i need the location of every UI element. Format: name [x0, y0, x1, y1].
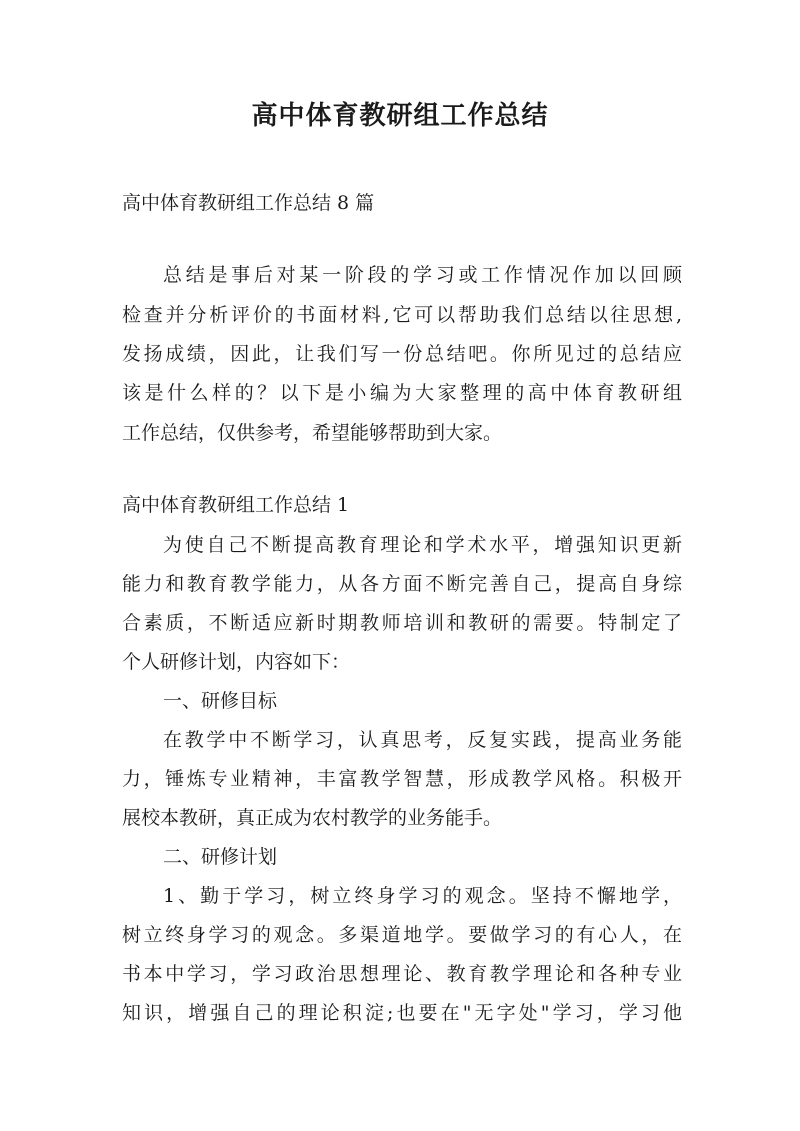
- goal-line-1: 在教学中不断学习，认真思考，反复实践，提高业务能: [163, 729, 682, 751]
- intro-line-2: 检查并分析评价的书面材料,它可以帮助我们总结以往思想,: [122, 304, 682, 326]
- document-subtitle: 高中体育教研组工作总结 8 篇: [122, 192, 375, 214]
- intro-line-3: 发扬成绩，因此，让我们写一份总结吧。你所见过的总结应: [122, 343, 682, 365]
- goal-line-3: 展校本教研，真正成为农村教学的业务能手。: [122, 807, 503, 829]
- intro-line-5: 工作总结，仅供参考，希望能够帮助到大家。: [122, 422, 503, 444]
- purpose-line-1: 为使自己不断提高教育理论和学术水平，增强知识更新: [163, 534, 682, 556]
- section-heading: 高中体育教研组工作总结 1: [122, 494, 350, 516]
- purpose-line-2: 能力和教育教学能力，从各方面不断完善自己，提高自身综: [122, 573, 682, 595]
- document-title: 高中体育教研组工作总结: [251, 101, 549, 131]
- goal-line-2: 力，锤炼专业精神，丰富教学智慧，形成教学风格。积极开: [122, 768, 682, 790]
- intro-line-1: 总结是事后对某一阶段的学习或工作情况作加以回顾: [163, 264, 682, 286]
- plan-line-1: 1、勤于学习，树立终身学习的观念。坚持不懈地学，: [163, 885, 682, 907]
- heading-plan: 二、研修计划: [163, 846, 278, 868]
- purpose-line-4: 个人研修计划，内容如下：: [122, 651, 351, 673]
- heading-goal: 一、研修目标: [163, 690, 278, 712]
- purpose-line-3: 合素质，不断适应新时期教师培训和教研的需要。特制定了: [122, 612, 682, 634]
- intro-line-4: 该是什么样的？以下是小编为大家整理的高中体育教研组: [122, 382, 682, 404]
- plan-line-4: 知识，增强自己的理论积淀;也要在"无字处"学习，学习他: [122, 1002, 682, 1024]
- plan-line-3: 书本中学习，学习政治思想理论、教育教学理论和各种专业: [122, 963, 682, 985]
- plan-line-2: 树立终身学习的观念。多渠道地学。要做学习的有心人，在: [122, 924, 682, 946]
